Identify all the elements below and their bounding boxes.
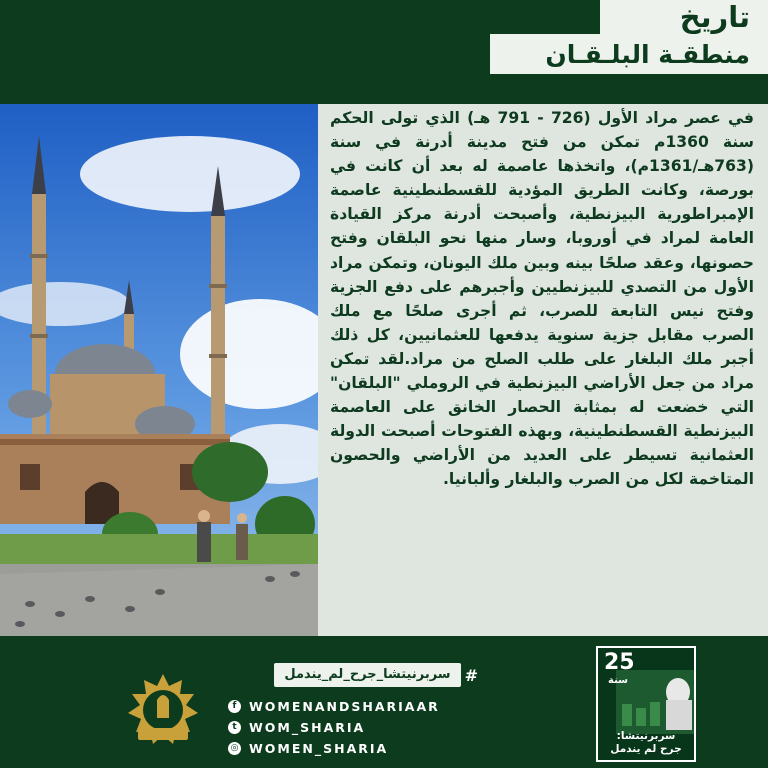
twitter-handle: WOM_SHARIA bbox=[249, 719, 366, 735]
badge-line-2: جرح لم يندمل bbox=[610, 743, 682, 755]
campaign-badge bbox=[596, 646, 696, 762]
badge-line-1: سربرنيتشا: bbox=[616, 730, 676, 742]
page-title: تاريخ bbox=[679, 0, 750, 34]
badge-unit: سنة bbox=[608, 675, 628, 686]
footer bbox=[0, 636, 768, 768]
social-links bbox=[228, 696, 440, 759]
social-facebook[interactable] bbox=[228, 696, 440, 716]
twitter-icon: t bbox=[228, 721, 241, 734]
instagram-icon: ◎ bbox=[228, 742, 241, 755]
mosque-photo bbox=[0, 104, 318, 636]
title-box bbox=[600, 0, 768, 34]
facebook-icon: f bbox=[228, 700, 241, 713]
social-twitter[interactable] bbox=[228, 717, 440, 737]
hashtag-label: سربرنيتشا_جرح_لم_يندمل bbox=[274, 663, 460, 687]
badge-number: 25 bbox=[604, 650, 635, 675]
article-column bbox=[322, 104, 768, 636]
page-subtitle: منطقـة البلـقـان bbox=[545, 39, 750, 69]
article-paragraph: في عصر مراد الأول (726 - 791 هـ) الذي تولى الحكم سنة 1360م تمكن من فتح مدينة أدرنة في سنة (763هـ/1361م)، واتخذها عاصمة له بعد أن كانت في بورصة، وكانت الطريق المؤدية للقسطنطينية عاصمة الإمبراطورية البيزنطية، وأصبحت أدرنة مركز القيادة العامة لمراد في أوروبا، وسار منها نحو البلقان وفتح حصونها، وعقد صلحًا بينه وبين ملك اليونان، وتمكن مراد الأول من التصدي للبيزنطيين وأجبرهم على دفع الجزية وفتح نيس التابعة للصرب، ثم أجرى صلحًا مع ملك الصرب مقابل جزية سنوية يدفعها للعثمانيين، كل ذلك أجبر ملك البلغار على طلب الصلح من مراد.لقد تمكن مراد من جعل الأراضي البيزنطية في الروملي "البلقان" التي خضعت له بمثابة الحصار الخانق على العاصمة البيزنطية القسطنطينية، وبهذه الفتوحات أصبحت الدولة العثمانية تسيطر على العديد من الأراضي والحصون المتاخمة لكل من الصرب والبلغار وألبانيا. bbox=[330, 109, 754, 489]
social-instagram[interactable] bbox=[228, 738, 440, 758]
badge-title bbox=[598, 730, 694, 756]
facebook-handle: WOMENANDSHARIAAR bbox=[249, 698, 440, 714]
memorial-photo bbox=[616, 670, 696, 734]
hashtag-symbol: # bbox=[464, 665, 478, 685]
hashtag[interactable] bbox=[228, 662, 478, 688]
instagram-handle: WOMEN_SHARIA bbox=[249, 740, 389, 756]
content-panel bbox=[0, 104, 768, 636]
subtitle-box bbox=[490, 34, 768, 74]
organization-logo bbox=[124, 672, 202, 750]
